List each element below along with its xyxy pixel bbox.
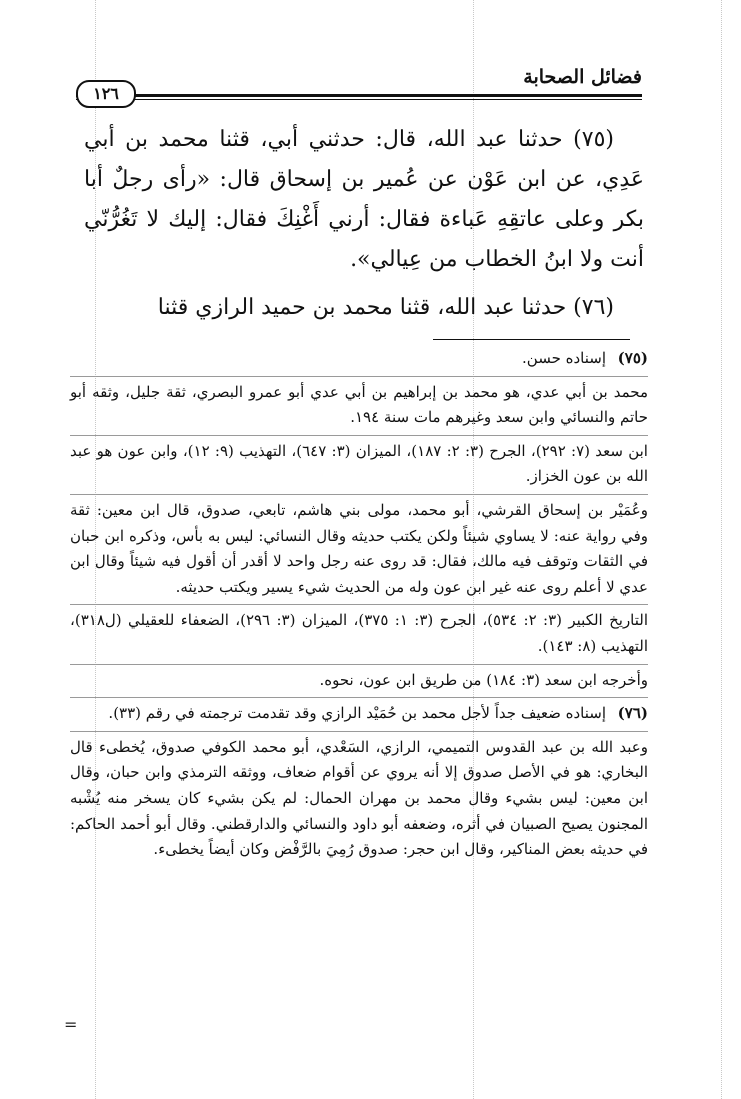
footnote-rule [70, 664, 648, 665]
continuation-mark: = [64, 1015, 78, 1034]
footnote-rule [70, 435, 648, 436]
header-rule [76, 94, 642, 97]
footnote-paragraph: ابن سعد (٧: ٢٩٢)، الجرح (٣: ٢: ١٨٧)، الميزان (٣: ٦٤٧)، التهذيب (٩: ١٢)، وابن عون هو عبد الله بن عون الخزاز. [70, 441, 648, 486]
header-rule-thin [76, 99, 642, 100]
footnote-rule [70, 604, 648, 605]
footnote-rule [70, 731, 648, 732]
hadith-76: (٧٦) حدثنا عبد الله، قثنا محمد بن حميد الرازي قثنا [157, 295, 614, 320]
footnote-rule [70, 376, 648, 377]
footnote-rule [70, 494, 648, 495]
footnote-paragraph: محمد بن أبي عدي، هو محمد بن إبراهيم بن أبي عدي أبو عمرو البصري، ثقة جليل، وثقه أبو حاتم والنسائي وابن سعد وغيرهم مات سنة ١٩٤. [70, 382, 648, 427]
scan-line [721, 0, 722, 1099]
footnote-number: (٧٦) [617, 704, 648, 723]
footnote-number: (٧٥) [617, 349, 648, 367]
footnote-paragraph: وعبد الله بن عبد القدوس التميمي، الرازي، السَعْدي، أبو محمد الكوفي صدوق، يُخطىء قال البخاري: هو في الأصل صدوق إلا أنه يروي عن أقوام ضعاف، ووثقه الترمذي وابن حبان، وقال ابن معين: ليس بشيء وقال محمد بن مهران الحمال: لم يكن بشيء كان يسخر منه يُشْبه المجنون يصيح الصبيان في أثره، وضعفه أبو داود والنسائي والدارقطني. وقال أبو أحمد الحاكم: في حديثه بعض المناكير، وقال ابن حجر: صدوق رُمِيَ بالرَّفْض وكان أيضاً يخطىء. [70, 737, 648, 859]
footnote-isnad: إسناده ضعيف جداً لأجل محمد بن حُمَيْد الرازي وقد تقدمت ترجمته في رقم (٣٣). [108, 704, 606, 723]
footnote-paragraph: التاريخ الكبير (٣: ٢: ٥٣٤)، الجرح (٣: ١: ٣٧٥)، الميزان (٣: ٢٩٦)، الضعفاء للعقيلي (ل٣١٨)، التهذيب (٨: ١٤٣). [70, 611, 649, 655]
footnote-paragraph: وعُمَيْر بن إسحاق القرشي، أبو محمد، مولى بني هاشم، تابعي، صدوق، قال ابن معين: ثقة وفي رواية عنه: لا يساوي شيئاً ولكن يكتب حديثه وقال النسائي: ليس به بأس، وذكره ابن حبان في الثقات وتوقف فيه مالك، فقال: قد روى عنه رجل واحد لا أقدر أن أقول فيه شيئاً وقال ابن عدي لا أعلم روى عنه غير ابن عون وله من الحديث شيء يسير ويكتب حديثه. [70, 500, 648, 596]
footnote-isnad: إسناده حسن. [522, 349, 606, 367]
footnote-paragraph: وأخرجه ابن سعد (٣: ١٨٤) من طريق ابن عون، نحوه. [319, 670, 648, 689]
page-header [76, 62, 642, 102]
main-text [84, 120, 644, 328]
page-number: ١٢٦ [76, 80, 136, 108]
footnote-75-head [70, 346, 648, 372]
hadith-75: (٧٥) حدثنا عبد الله، قال: حدثني أبي، قثنا محمد بن أبي عَدِي، عن ابن عَوْن عن عُمير بن إسحاق قال: «رأى رجلٌ أبا بكر وعلى عاتقِهِ عَباءة فقال: أرني أَغْنِكَ فقال: إليك لا تَغُرُّنّي أنت ولا ابنُ الخطاب من عِيالي». [84, 127, 644, 272]
book-title: فضائل الصحابة [523, 66, 642, 88]
footnotes [70, 346, 648, 863]
footnote-rule [70, 697, 648, 698]
footnote-divider [433, 339, 630, 340]
footnote-76-head [70, 701, 648, 727]
